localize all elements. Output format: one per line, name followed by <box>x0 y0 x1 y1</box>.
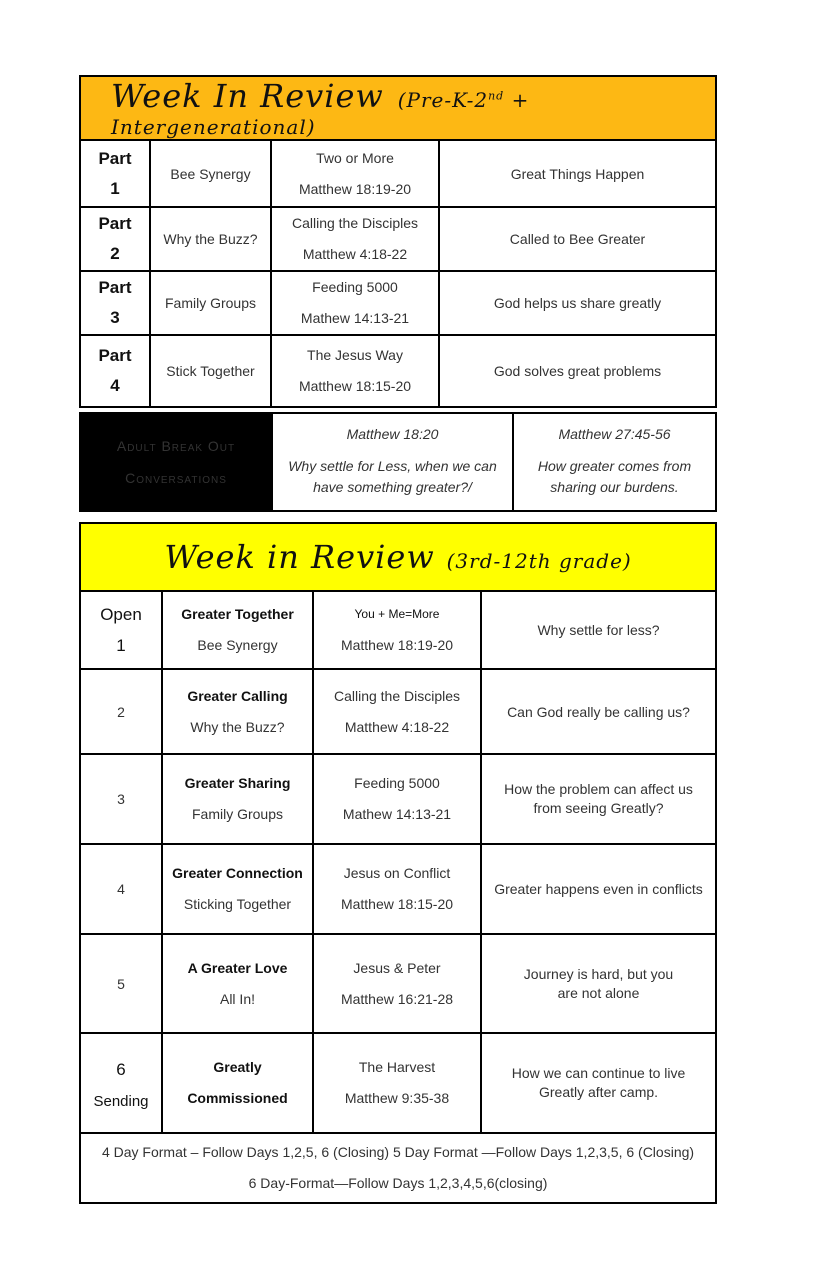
prek-point: God solves great problems <box>439 335 716 407</box>
adult-conversation-2: Matthew 27:45-56 How greater comes from sharing our burdens. <box>513 413 716 511</box>
prek-theme: Stick Together <box>150 335 271 407</box>
older-footer-row <box>80 1133 716 1203</box>
older-theme: A Greater Love All In! <box>162 934 313 1033</box>
older-story: Jesus & Peter Matthew 16:21-28 <box>313 934 481 1033</box>
prek-part-label: Part 4 <box>80 335 150 407</box>
format-note-2: 6 Day-Format—Follow Days 1,2,3,4,5,6(closing) <box>248 1175 548 1191</box>
older-title: Week in Review <box>164 538 435 576</box>
week-review-older-table <box>79 522 717 1204</box>
prek-story: Calling the Disciples Matthew 4:18-22 <box>271 207 439 271</box>
adult-conversation-1: Matthew 18:20 Why settle for Less, when we can have something greater?/ <box>272 413 513 511</box>
prek-theme: Bee Synergy <box>150 140 271 207</box>
older-theme: Greater Connection Sticking Together <box>162 844 313 934</box>
older-day-label: 5 <box>80 934 162 1033</box>
prek-part-label: Part 2 <box>80 207 150 271</box>
older-story: Feeding 5000 Mathew 14:13-21 <box>313 754 481 844</box>
older-point: Greater happens even in conflicts <box>481 844 716 934</box>
older-day-label: 3 <box>80 754 162 844</box>
week-review-prek-table <box>79 75 717 408</box>
prek-point: Called to Bee Greater <box>439 207 716 271</box>
prek-row-4 <box>80 335 716 407</box>
older-subtitle: (3rd-12th grade) <box>446 549 632 573</box>
format-note-1: 4 Day Format – Follow Days 1,2,5, 6 (Closing) 5 Day Format —Follow Days 1,2,3,5, 6 (Closing) <box>101 1144 695 1160</box>
older-point: How the problem can affect us from seeing Greatly? <box>481 754 716 844</box>
prek-theme: Why the Buzz? <box>150 207 271 271</box>
older-day-label: 2 <box>80 669 162 754</box>
older-day-label: Open 1 <box>80 591 162 669</box>
prek-point: Great Things Happen <box>439 140 716 207</box>
older-story: Calling the Disciples Matthew 4:18-22 <box>313 669 481 754</box>
prek-subtitle: (Pre-K-2nd + Intergenerational) <box>111 88 530 139</box>
older-row-4 <box>80 844 716 934</box>
prek-header <box>80 76 716 140</box>
older-point: Journey is hard, but you are not alone <box>481 934 716 1033</box>
prek-title: Week In Review <box>111 77 384 115</box>
adult-breakout-header: Adult Break Out Conversations <box>80 413 272 511</box>
prek-row-3 <box>80 271 716 335</box>
older-row-2 <box>80 669 716 754</box>
prek-part-label: Part 3 <box>80 271 150 335</box>
older-theme: Greater Sharing Family Groups <box>162 754 313 844</box>
prek-story: Two or More Matthew 18:19-20 <box>271 140 439 207</box>
older-story: You + Me=More Matthew 18:19-20 <box>313 591 481 669</box>
prek-point: God helps us share greatly <box>439 271 716 335</box>
adult-breakout-table <box>79 412 717 512</box>
older-point: Can God really be calling us? <box>481 669 716 754</box>
older-point: How we can continue to live Greatly after camp. <box>481 1033 716 1133</box>
prek-theme: Family Groups <box>150 271 271 335</box>
older-theme: Greatly Commissioned <box>162 1033 313 1133</box>
older-story: Jesus on Conflict Matthew 18:15-20 <box>313 844 481 934</box>
older-row-1 <box>80 591 716 669</box>
prek-story: The Jesus Way Matthew 18:15-20 <box>271 335 439 407</box>
older-row-5 <box>80 934 716 1033</box>
older-row-6 <box>80 1033 716 1133</box>
older-header <box>80 523 716 591</box>
prek-part-label: Part 1 <box>80 140 150 207</box>
older-point: Why settle for less? <box>481 591 716 669</box>
older-row-3 <box>80 754 716 844</box>
older-theme: Greater Calling Why the Buzz? <box>162 669 313 754</box>
older-day-label: 4 <box>80 844 162 934</box>
prek-row-2 <box>80 207 716 271</box>
older-theme: Greater Together Bee Synergy <box>162 591 313 669</box>
format-notes <box>80 1133 716 1203</box>
older-day-label: 6 Sending <box>80 1033 162 1133</box>
prek-story: Feeding 5000 Mathew 14:13-21 <box>271 271 439 335</box>
prek-row-1 <box>80 140 716 207</box>
older-story: The Harvest Matthew 9:35-38 <box>313 1033 481 1133</box>
